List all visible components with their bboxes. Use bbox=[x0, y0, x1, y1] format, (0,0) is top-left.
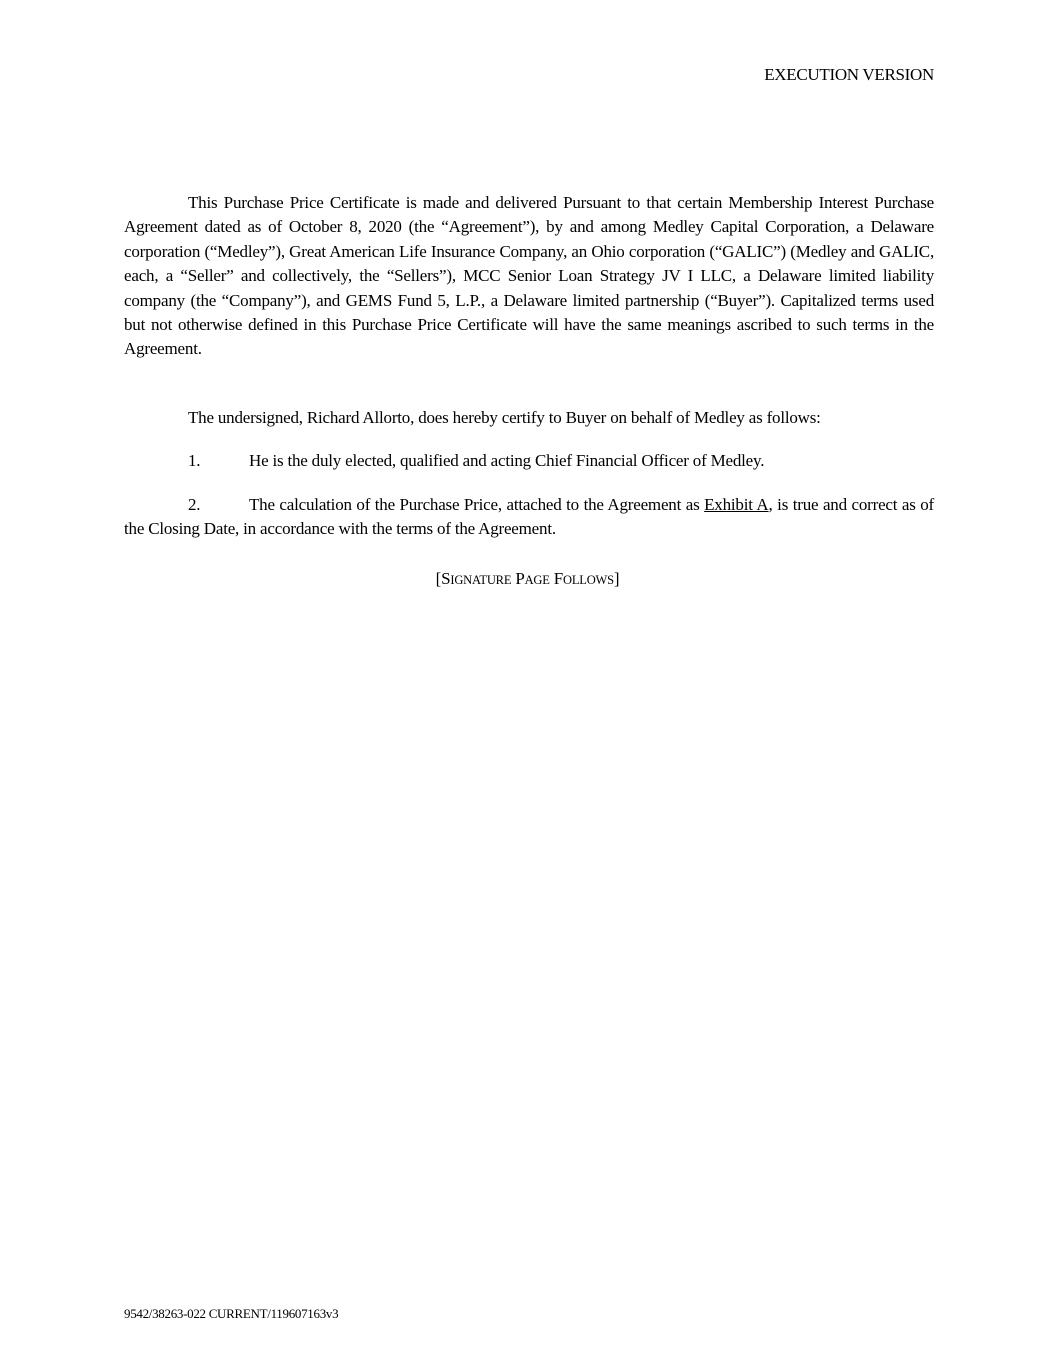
signature-page-follows-notice bbox=[0, 569, 1055, 589]
numbered-item-1 bbox=[124, 449, 934, 473]
page-word-rest: AGE bbox=[524, 573, 550, 587]
item-2-text-after: , is true and correct as of the Closing Date, in accordance with the terms of the Agreement. bbox=[124, 495, 935, 539]
execution-version-label: EXECUTION VERSION bbox=[764, 65, 934, 84]
follows-word-initial: F bbox=[553, 569, 564, 588]
item-2-text-before: The calculation of the Purchase Price, attached to the Agreement as bbox=[249, 495, 705, 514]
signature-notice-close-bracket: ] bbox=[613, 569, 620, 588]
item-1-text: He is the duly elected, qualified and acting Chief Financial Officer of Medley. bbox=[249, 451, 765, 470]
intro-paragraph: This Purchase Price Certificate is made and delivered Pursuant to that certain Membership Interest Purchase Agreement dated as of October 8, 2020 (the “Agreement”), by and among Medley Capital Corporation, a Delaware corporation (“Medley”), Great American Life Insurance Company, an Ohio corporation (“GALIC”) (Medley and GALIC, each, a “Seller” and collectively, the “Sellers”), MCC Senior Loan Strategy JV I LLC, a Delaware limited liability company (the “Company”), and GEMS Fund 5, L.P., a Delaware limited partnership (“Buyer”). Capitalized terms used but not otherwise defined in this Purchase Price Certificate will have the same meanings ascribed to such terms in the Agreement. bbox=[124, 193, 934, 359]
follows-word-rest: OLLOWS bbox=[563, 573, 614, 587]
item-2-number: 2. bbox=[188, 495, 201, 514]
signature-notice-open-bracket: [ bbox=[435, 569, 442, 588]
exhibit-a-reference: Exhibit A bbox=[704, 495, 769, 514]
signature-word-rest: IGNATURE bbox=[450, 573, 512, 587]
certification-paragraph: The undersigned, Richard Allorto, does hereby certify to Buyer on behalf of Medley as follows: bbox=[188, 408, 821, 427]
document-footer-id: 9542/38263-022 CURRENT/119607163v3 bbox=[124, 1306, 339, 1321]
signature-word-initial: S bbox=[441, 569, 451, 588]
page-word-initial: P bbox=[515, 569, 525, 588]
item-1-number: 1. bbox=[188, 451, 201, 470]
numbered-item-2 bbox=[124, 493, 934, 542]
